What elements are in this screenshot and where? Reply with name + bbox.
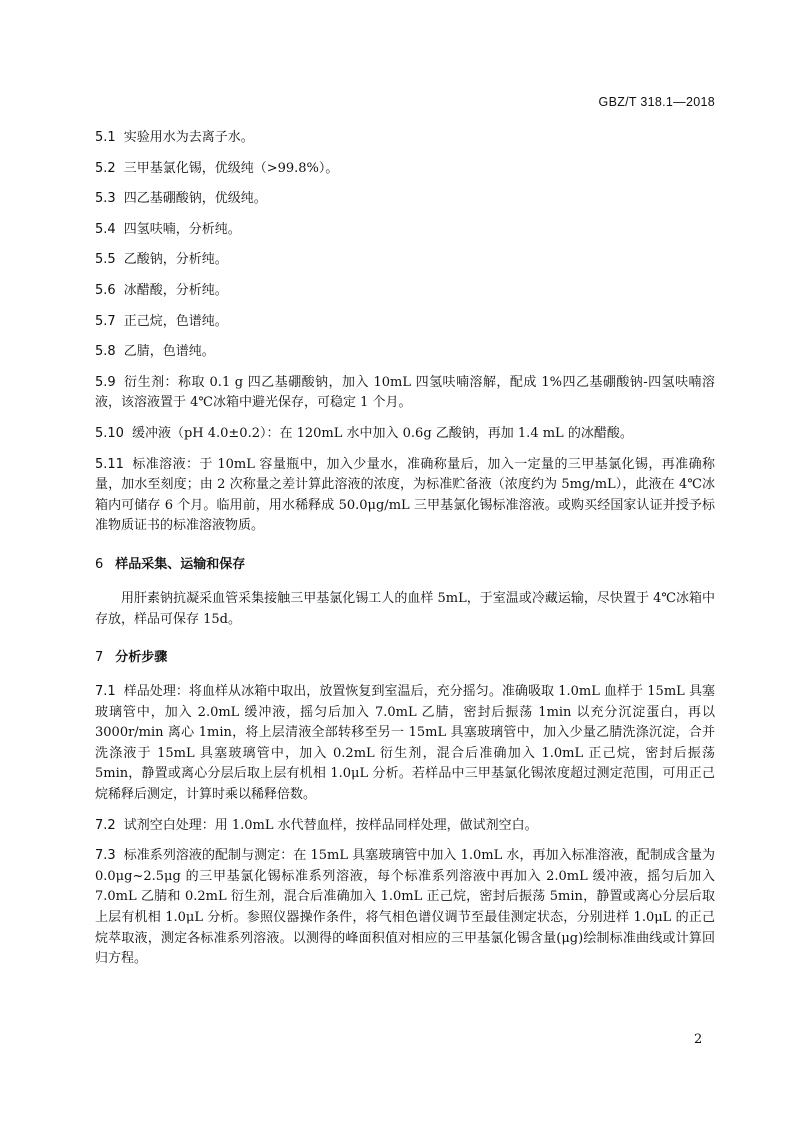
item-7-2 [95,816,715,837]
item-5-2 [95,159,715,180]
item-text: 冰醋酸，分析纯。 [123,282,228,298]
item-number: 5.3 [95,191,116,207]
item-number: 5.8 [95,344,116,360]
item-number: 5.9 [95,374,116,390]
item-number: 5.5 [95,252,116,268]
item-number: 7.3 [95,848,116,864]
item-number: 5.2 [95,160,116,176]
item-text: 乙酸钠，分析纯。 [123,252,228,268]
section-7-heading [95,648,715,668]
item-7-1 [95,682,715,806]
item-text: 四乙基硼酸钠，优级纯。 [123,191,267,207]
page-number: 2 [694,1032,703,1047]
item-5-3 [95,189,715,210]
item-text: 四氢呋喃，分析纯。 [123,221,241,237]
item-5-1 [95,128,715,149]
standard-number: GBZ/T 318.1—2018 [598,95,715,109]
document-body [95,128,715,980]
item-5-6 [95,281,715,302]
item-text: 标准溶液：于 10mL 容量瓶中，加入少量水，准确称量后，加入一定量的三甲基氯化锡，再准确称量，加水至刻度；由 2 次称量之差计算此溶液的浓度，为标准贮备液（浓度约为 5mg/mL），此液在 4℃冰箱内可储存 6 个月。临用前，用水稀释成 50.0μg/mL 三甲基氯化锡标准溶液。或购买经国家认证并授予标准物质证书的标准溶液物质。 [95,456,715,534]
item-number: 7.2 [95,817,116,833]
item-text: 衍生剂：称取 0.1 g 四乙基硼酸钠，加入 10mL 四氢呋喃溶解，配成 1%四乙基硼酸钠-四氢呋喃溶液，该溶液置于 4℃冰箱中避光保存，可稳定 1 个月。 [95,374,715,411]
item-number: 5.6 [95,282,116,298]
section-number: 6 [95,556,104,572]
item-text: 三甲基氯化锡，优级纯（>99.8%）。 [123,160,339,176]
item-5-8 [95,342,715,363]
item-5-4 [95,220,715,241]
item-text: 标准系列溶液的配制与测定：在 15mL 具塞玻璃管中加入 1.0mL 水，再加入标准溶液，配制成含量为 0.0μg~2.5μg 的三甲基氯化锡标准系列溶液，每个标准系列溶液中再加入 2.0mL 缓冲液，摇匀后加入 7.0mL 乙腈和 0.2mL 衍生剂，混合后准确加入 1.0mL 正己烷，密封后振荡 5min，静置或离心分层后取上层有机相 1.0μL 分析。参照仪器操作条件，将气相色谱仪调节至最佳测定状态，分别进样 1.0μL 的正己烷萃取液，测定各标准系列溶液。以测得的峰面积值对相应的三甲基氯化锡含量(μg)绘制标准曲线或计算回归方程。 [95,848,715,967]
section-number: 7 [95,650,104,666]
item-text: 缓冲液（pH 4.0±0.2）：在 120mL 水中加入 0.6g 乙酸钠，再加 1.4 mL 的冰醋酸。 [131,425,633,441]
item-number: 5.11 [95,456,124,472]
item-text: 试剂空白处理：用 1.0mL 水代替血样，按样品同样处理，做试剂空白。 [123,817,538,833]
item-5-11 [95,455,715,537]
item-number: 5.4 [95,221,116,237]
section-6-paragraph: 用肝素钠抗凝采血管采集接触三甲基氯化锡工人的血样 5mL，于室温或冷藏运输，尽快置于 4℃冰箱中存放，样品可保存 15d。 [95,590,715,627]
section-title: 分析步骤 [115,650,168,666]
item-5-9 [95,373,715,414]
section-6-heading [95,555,715,575]
item-text: 乙腈，色谱纯。 [123,344,215,360]
item-number: 5.10 [95,425,124,441]
item-number: 5.7 [95,313,116,329]
item-text: 正己烷，色谱纯。 [123,313,228,329]
section-title: 样品采集、运输和保存 [115,556,246,572]
item-7-3 [95,846,715,970]
item-number: 5.1 [95,130,116,145]
item-5-10 [95,424,715,445]
item-text: 实验用水为去离子水。 [123,130,254,145]
item-5-7 [95,312,715,333]
item-5-5 [95,250,715,271]
item-number: 7.1 [95,684,116,700]
item-text: 样品处理：将血样从冰箱中取出，放置恢复到室温后，充分摇匀。准确吸取 1.0mL 血样于 15mL 具塞玻璃管中，加入 2.0mL 缓冲液，摇匀后加入 7.0mL 乙腈，密封后振荡 1min 以充分沉淀蛋白，再以 3000r/min 离心 1min，将上层清液全部转移至另一 15mL 具塞玻璃管中，加入少量乙腈洗涤沉淀，合并洗涤液于 15mL 具塞玻璃管中，加入 0.2mL 衍生剂，混合后准确加入 1.0mL 正己烷，密封后振荡 5min，静置或离心分层后取上层有机相 1.0μL 分析。若样品中三甲基氯化锡浓度超过测定范围，可用正己烷稀释后测定，计算时乘以稀释倍数。 [95,684,715,803]
